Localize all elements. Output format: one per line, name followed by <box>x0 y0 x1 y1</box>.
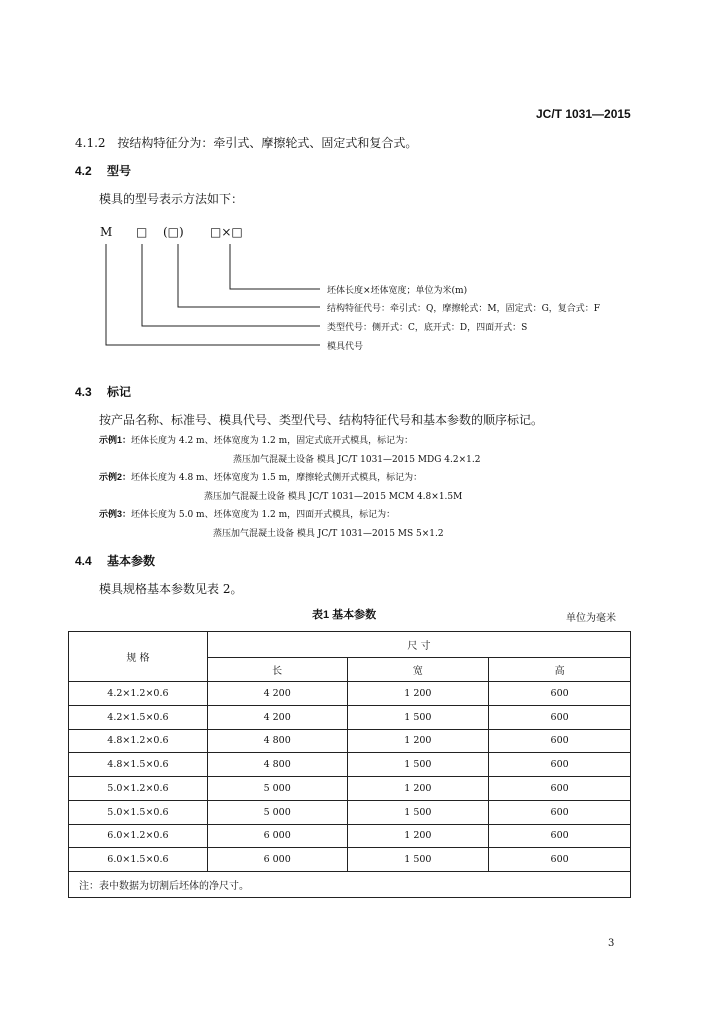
cell-spec: 6.0×1.2×0.6 <box>69 824 208 848</box>
heading-title: 型号 <box>107 164 132 178</box>
cell-height: 600 <box>489 729 631 753</box>
page-number: 3 <box>608 938 615 949</box>
parameters-table <box>68 631 631 898</box>
example-text: 坯体长度为 4.8 m、坯体宽度为 1.5 m，摩擦轮式侧开式模具，标记为： <box>131 473 423 483</box>
heading-4-3 <box>75 383 131 400</box>
example-label: 示例1： <box>99 435 132 445</box>
code-struct: (□) <box>163 225 184 239</box>
label-size: 坯体长度×坯体宽度；单位为米(m) <box>327 286 468 296</box>
cell-height: 600 <box>489 800 631 824</box>
cell-width: 1 200 <box>347 777 489 801</box>
cell-height: 600 <box>489 848 631 872</box>
label-mold: 模具代号 <box>327 342 364 352</box>
heading-number: 4.3 <box>75 385 92 399</box>
header-width: 宽 <box>347 658 489 682</box>
cell-width: 1 500 <box>347 753 489 777</box>
cell-height: 600 <box>489 682 631 706</box>
cell-length: 4 200 <box>207 705 347 729</box>
cell-height: 600 <box>489 777 631 801</box>
cell-length: 5 000 <box>207 777 347 801</box>
example-label: 示例2： <box>99 472 132 482</box>
cell-width: 1 500 <box>347 705 489 729</box>
cell-length: 6 000 <box>207 848 347 872</box>
model-intro: 模具的型号表示方法如下： <box>99 192 244 206</box>
cell-spec: 5.0×1.5×0.6 <box>69 800 208 824</box>
heading-number: 4.2 <box>75 164 92 178</box>
cell-width: 1 200 <box>347 729 489 753</box>
example-2 <box>99 470 422 483</box>
heading-number: 4.4 <box>75 554 92 568</box>
cell-height: 600 <box>489 753 631 777</box>
header-height: 高 <box>489 658 631 682</box>
code-type: □ <box>136 225 148 239</box>
table-row <box>69 800 631 824</box>
cell-length: 6 000 <box>207 824 347 848</box>
header-dimensions: 尺 寸 <box>207 632 630 658</box>
code-size: □×□ <box>210 225 243 239</box>
cell-spec: 5.0×1.2×0.6 <box>69 777 208 801</box>
cell-height: 600 <box>489 705 631 729</box>
table-row <box>69 753 631 777</box>
cell-spec: 4.8×1.2×0.6 <box>69 729 208 753</box>
cell-spec: 4.2×1.5×0.6 <box>69 705 208 729</box>
heading-title: 标记 <box>107 385 132 399</box>
example-2-mark: 蒸压加气混凝土设备 模具 JC/T 1031—2015 MCM 4.8×1.5M <box>204 492 463 502</box>
cell-width: 1 200 <box>347 682 489 706</box>
clause-number: 4.1.2 <box>75 136 106 150</box>
header-length: 长 <box>207 658 347 682</box>
code-m: M <box>100 225 113 239</box>
heading-4-4 <box>75 552 155 569</box>
table-row <box>69 824 631 848</box>
standard-number: JC/T 1031—2015 <box>536 107 631 121</box>
table-row <box>69 682 631 706</box>
params-intro: 模具规格基本参数见表 2。 <box>99 582 243 596</box>
example-3 <box>99 507 395 520</box>
table-row <box>69 705 631 729</box>
table-row <box>69 777 631 801</box>
example-1 <box>99 433 413 446</box>
cell-width: 1 200 <box>347 824 489 848</box>
cell-spec: 4.8×1.5×0.6 <box>69 753 208 777</box>
label-structure: 结构特征代号：牵引式：Q，摩擦轮式：M，固定式：G，复合式：F <box>327 304 601 314</box>
table-unit: 单位为毫米 <box>566 613 616 624</box>
table-row <box>69 729 631 753</box>
example-label: 示例3： <box>99 509 132 519</box>
cell-length: 4 200 <box>207 682 347 706</box>
heading-title: 基本参数 <box>107 554 156 568</box>
cell-spec: 6.0×1.5×0.6 <box>69 848 208 872</box>
label-type: 类型代号：侧开式：C，底开式：D，四面开式：S <box>327 323 528 333</box>
cell-spec: 4.2×1.2×0.6 <box>69 682 208 706</box>
cell-height: 600 <box>489 824 631 848</box>
example-3-mark: 蒸压加气混凝土设备 模具 JC/T 1031—2015 MS 5×1.2 <box>213 529 444 539</box>
cell-width: 1 500 <box>347 848 489 872</box>
table-row <box>69 848 631 872</box>
cell-length: 4 800 <box>207 729 347 753</box>
table-caption: 表1 基本参数 <box>312 609 377 621</box>
example-text: 坯体长度为 5.0 m、坯体宽度为 1.2 m，四面开式模具，标记为： <box>131 510 396 520</box>
cell-width: 1 500 <box>347 800 489 824</box>
header-spec: 规 格 <box>69 632 208 682</box>
cell-length: 4 800 <box>207 753 347 777</box>
marking-intro: 按产品名称、标准号、模具代号、类型代号、结构特征代号和基本参数的顺序标记。 <box>99 413 544 427</box>
clause-text: 按结构特征分为：牵引式、摩擦轮式、固定式和复合式。 <box>117 136 418 150</box>
example-text: 坯体长度为 4.2 m、坯体宽度为 1.2 m，固定式底开式模具，标记为： <box>131 436 414 446</box>
table-note: 注：表中数据为切割后坯体的净尺寸。 <box>69 872 631 898</box>
example-1-mark: 蒸压加气混凝土设备 模具 JC/T 1031—2015 MDG 4.2×1.2 <box>233 455 481 465</box>
cell-length: 5 000 <box>207 800 347 824</box>
